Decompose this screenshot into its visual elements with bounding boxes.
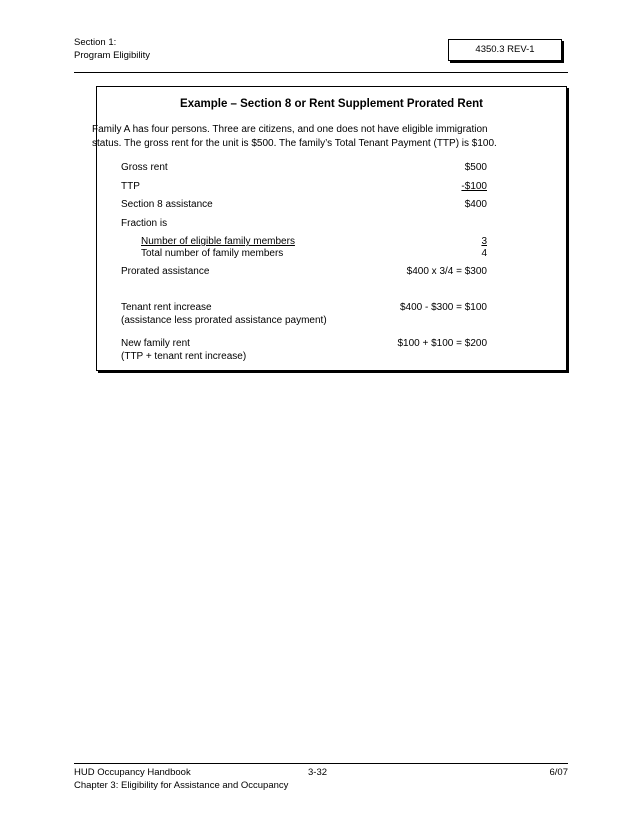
denominator-value: 4 [481,248,487,259]
example-title: Example – Section 8 or Rent Supplement Prorated Rent [180,98,483,110]
row-label: TTP [121,181,140,192]
row-label: Section 8 assistance [121,199,213,210]
row-value: $400 [464,199,487,210]
row-value: $100 + $100 = $200 [397,338,487,349]
footer-chapter: Chapter 3: Eligibility for Assistance and Occupancy [74,780,289,791]
page-footer [74,763,568,791]
row-sublabel: (assistance less prorated assistance payment) [121,315,327,326]
intro-line-1: Family A has four persons. Three are citizens, and one does not have eligible immigration [92,124,488,135]
section-number: Section 1: [74,37,117,48]
row-value: $400 x 3/4 = $300 [406,266,487,277]
section-header [74,36,150,62]
row-value: $400 - $300 = $100 [399,302,487,313]
row-value: -$100 [461,181,487,192]
footer-page-number: 3-32 [308,767,328,778]
row-sublabel: (TTP + tenant rent increase) [121,351,247,362]
footer-handbook: HUD Occupancy Handbook [74,767,191,778]
row-label: Tenant rent increase [121,302,212,313]
row-value: $500 [464,162,487,173]
row-label: Prorated assistance [121,266,210,277]
row-label: New family rent [121,338,190,349]
row-label: Gross rent [121,162,168,173]
section-title: Program Eligibility [74,50,151,61]
footer-date: 6/07 [549,767,568,778]
header-rule [74,72,568,73]
example-box [92,86,567,371]
denominator-label: Total number of family members [141,248,284,259]
document-number-box: 4350.3 REV-1 [448,39,562,61]
row-label: Fraction is [121,218,168,229]
numerator-value: 3 [481,236,487,247]
numerator-label: Number of eligible family members [141,236,295,247]
intro-line-2: status. The gross rent for the unit is $500. The family’s Total Tenant Payment (TTP) is $100. [92,138,497,149]
